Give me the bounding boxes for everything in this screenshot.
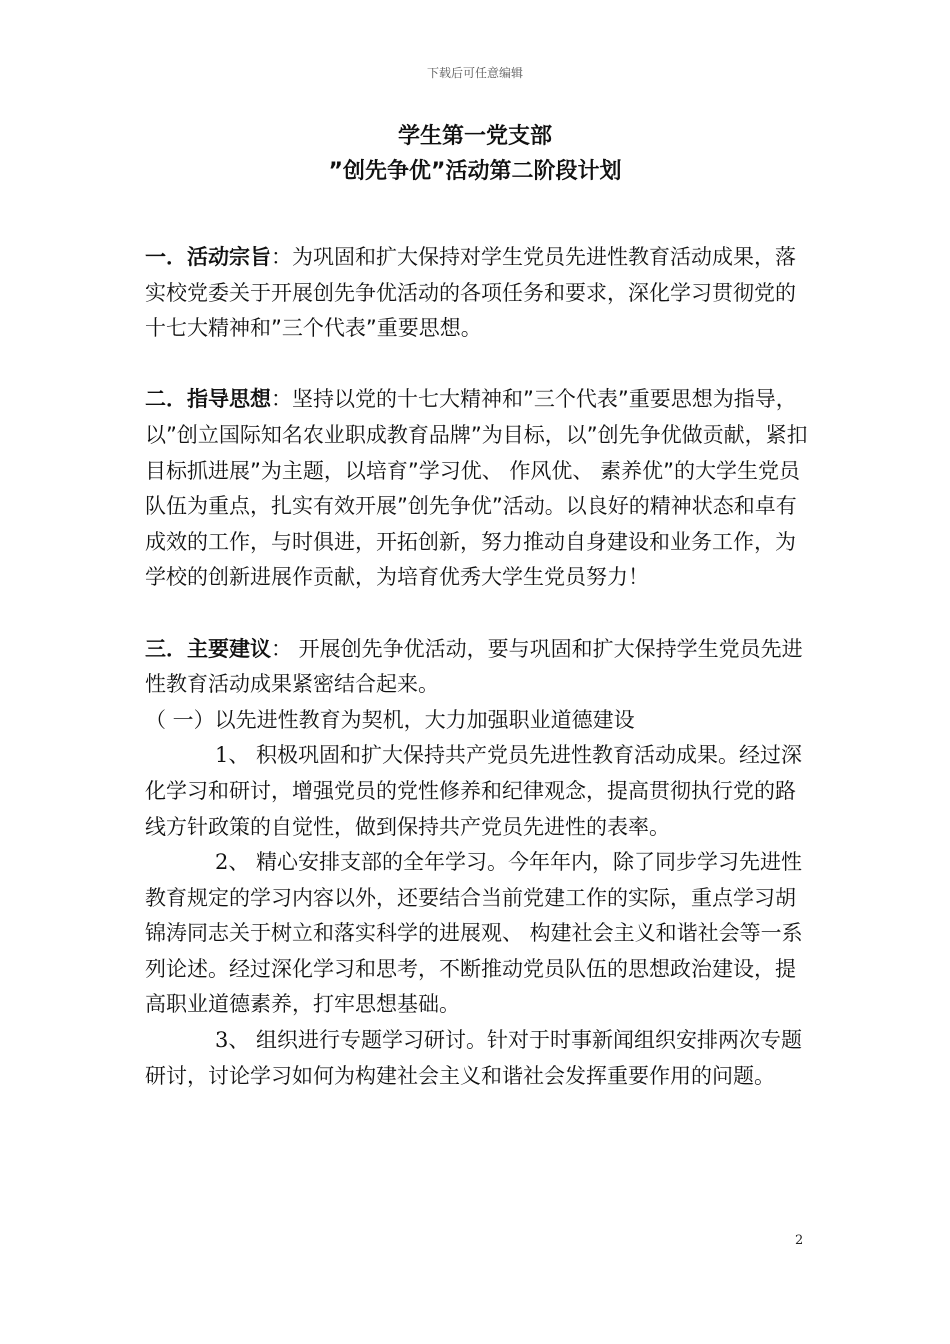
item-number: 1、 [215,743,250,768]
list-item [145,738,810,845]
heading-separator: ： [271,387,292,412]
document-title: 学生第一党支部 [397,124,552,149]
header-note: 下载后可任意编辑 [426,66,523,80]
item-text: 组织进行专题学习研讨。针对于时事新闻组织安排两次专题研讨，讨论学习如何为构建社会主义和谐社会发挥重要作用的问题。 [145,1028,803,1088]
list-item [145,1023,810,1094]
page-number: 2 [795,1233,804,1248]
item-number: 2、 [215,850,250,875]
document-body [145,240,810,1094]
section-text: 开展创先争优活动，要与巩固和扩大保持学生党员先进性教育活动成果紧密结合起来。 [145,636,803,697]
item-text: 积极巩固和扩大保持共产党员先进性教育活动成果。经过深化学习和研讨，增强党员的党性修养和纪律观念，提高贯彻执行党的路线方针政策的自觉性，做到保持共产党员先进性的表率。 [145,743,803,839]
heading-separator: ： [271,636,292,661]
section-main-suggestions [145,632,810,703]
paragraph-gap [145,596,810,632]
section-heading: 二．指导思想 [145,387,271,412]
document-subtitle: ”创先争优”活动第二阶段计划 [328,159,622,184]
section-purpose [145,240,810,347]
section-text: 为巩固和扩大保持对学生党员先进性教育活动成果，落实校党委关于开展创先争优活动的各项任务和要求，深化学习贯彻党的十七大精神和”三个代表”重要思想。 [145,245,796,341]
section-guiding-thought [145,382,810,596]
subsection-heading: （ 一）以先进性教育为契机，大力加强职业道德建设 [145,707,635,732]
section-heading: 三．主要建议 [145,636,271,661]
heading-separator: ： [271,245,292,269]
paragraph-gap [145,347,810,383]
section-heading: 一．活动宗旨 [145,245,271,269]
section-text: 坚持以党的十七大精神和”三个代表”重要思想为指导，以”创立国际知名农业职成教育品牌”为目标，以”创先争优做贡献，紧扣目标抓进展”为主题，以培育”学习优、 作风优、 素养优”的大学生党员队伍为重点，扎实有效开展”创先争优”活动。以良好的精神状态和卓有成效的工作，与时俱进，开拓创新，努力推动自身建设和业务工作，为学校的创新进展作贡献，为培育优秀大学生党员努力！ [145,387,808,590]
item-text: 精心安排支部的全年学习。今年年内，除了同步学习先进性教育规定的学习内容以外，还要结合当前党建工作的实际，重点学习胡锦涛同志关于树立和落实科学的进展观、 构建社会主义和谐社会等一系列论述。经过深化学习和思考，不断推动党员队伍的思想政治建设，提高职业道德素养，打牢思想基础。 [145,850,803,1017]
list-item [145,845,810,1023]
item-number: 3、 [215,1028,250,1053]
